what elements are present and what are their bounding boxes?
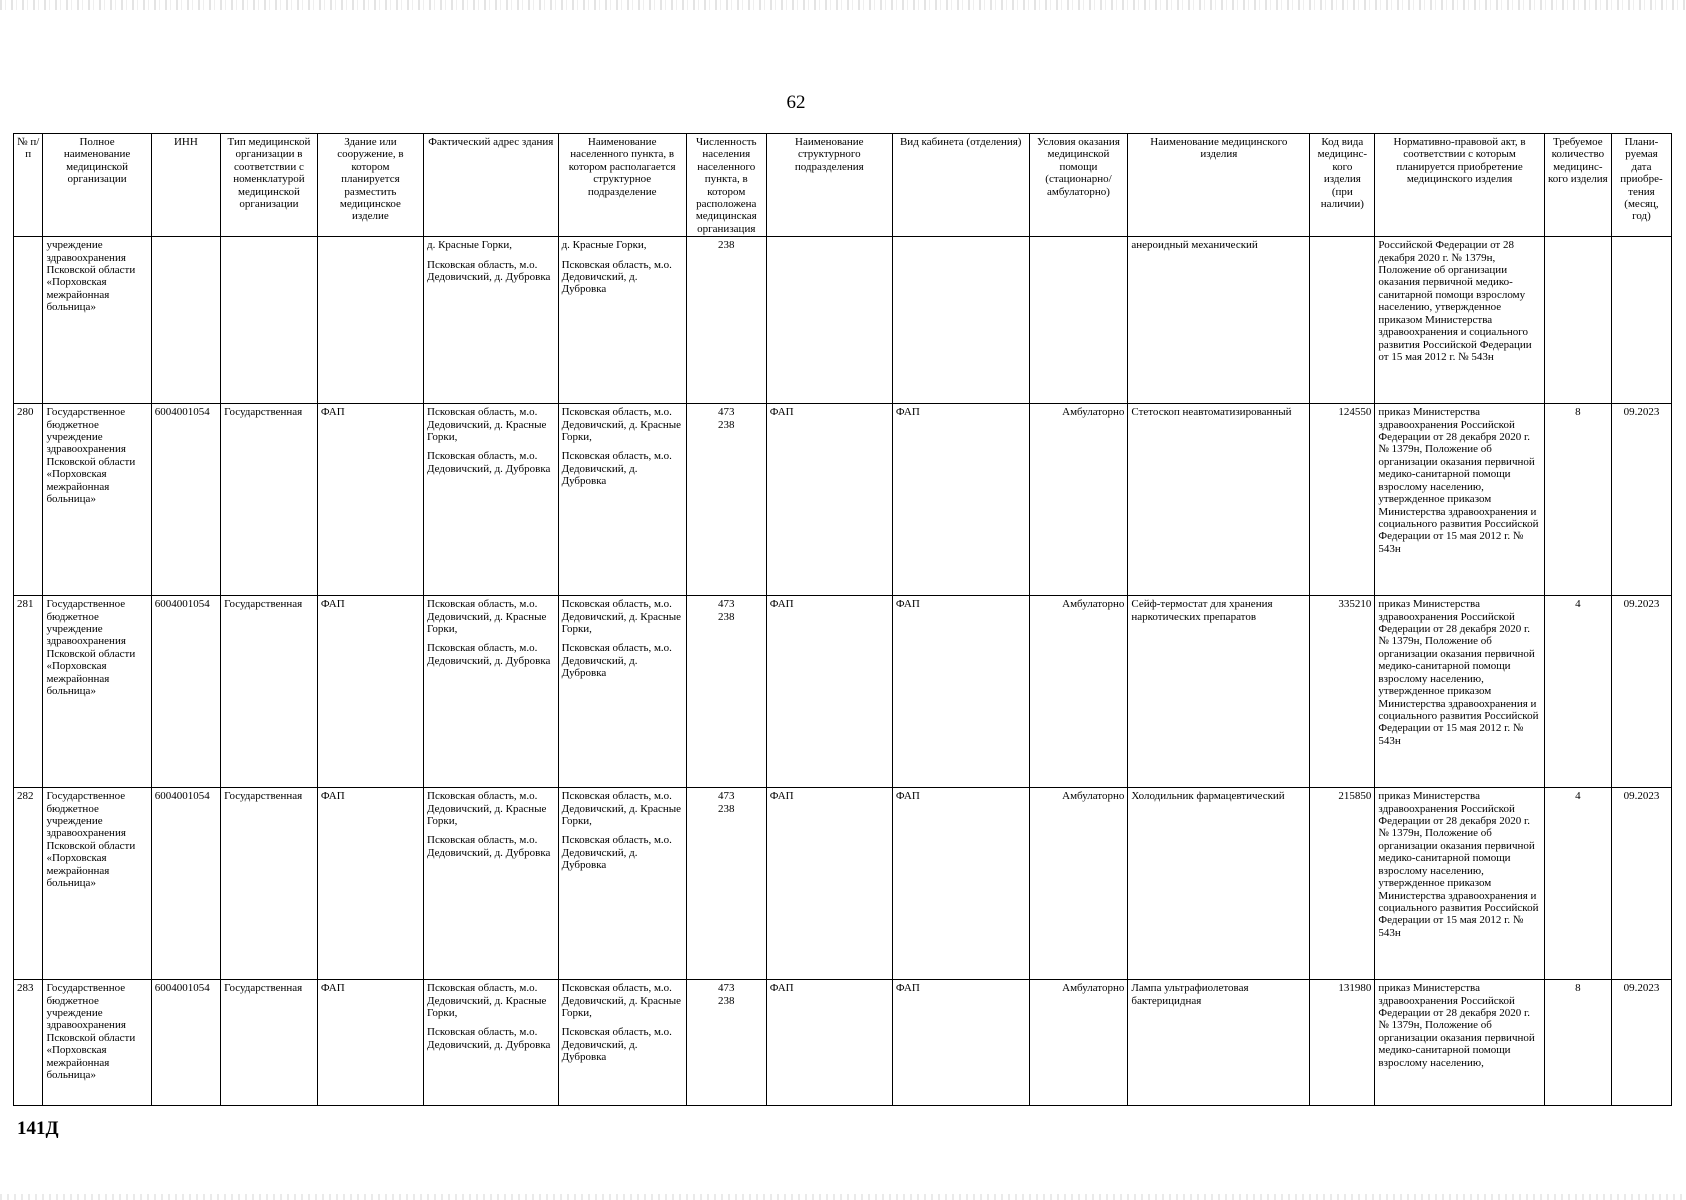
cell-cabinet: ФАП [892, 596, 1029, 788]
cell-device: Холодильник фармацевтический [1128, 788, 1310, 980]
address-a: Псковская область, м.о. Дедовичский, д. Красные Горки, [427, 598, 547, 636]
table-header-row [14, 134, 1672, 237]
cell-qty: 4 [1544, 596, 1611, 788]
cell-qty: 8 [1544, 980, 1611, 1106]
cell-device: Лампа ультрафиолетовая бактерицидная [1128, 980, 1310, 1106]
population-b: 238 [718, 994, 735, 1007]
population-b: 238 [718, 610, 735, 623]
cell-unit: ФАП [766, 788, 892, 980]
header-cell: Требуемое количество медицинс-кого изделия [1544, 134, 1611, 237]
cell-type [221, 237, 318, 404]
header-cell: Код вида медицинс-кого изделия (при наличии) [1310, 134, 1375, 237]
table-row [14, 788, 1672, 980]
cell-num: 283 [14, 980, 43, 1106]
header-cell: Численность населения населенного пункта, в котором расположена медицинская организация [686, 134, 766, 237]
cell-building: ФАП [317, 980, 423, 1106]
cell-cabinet: ФАП [892, 404, 1029, 596]
header-cell: Наименование населенного пункта, в котором располагается структурное подразделение [558, 134, 686, 237]
cell-date: 09.2023 [1611, 596, 1671, 788]
cell-num: 280 [14, 404, 43, 596]
cell-population [686, 237, 766, 404]
address-a: Псковская область, м.о. Дедовичский, д. Красные Горки, [427, 406, 547, 444]
address-b: Псковская область, м.о. Дедовичский, д. Дубровка [427, 258, 551, 284]
settlement-a: Псковская область, м.о. Дедовичский, д. Красные Горки, [561, 982, 682, 1020]
cell-org: учреждение здравоохранения Псковской области «Порховская межрайонная больница» [43, 237, 151, 404]
settlement-b: Псковская область, м.о. Дедовичский, д. Дубровка [561, 1026, 672, 1064]
cell-conditions: Амбулаторно [1029, 788, 1128, 980]
cell-settlement [558, 404, 686, 596]
settlement-b: Псковская область, м.о. Дедовичский, д. Дубровка [561, 642, 672, 680]
header-cell: Наименование структурного подразделения [766, 134, 892, 237]
cell-code: 124550 [1310, 404, 1375, 596]
cell-settlement [558, 788, 686, 980]
header-cell: Здание или сооружение, в котором планируется разместить медицинское изделие [317, 134, 423, 237]
cell-unit: ФАП [766, 596, 892, 788]
cell-conditions [1029, 237, 1128, 404]
cell-inn: 6004001054 [151, 596, 220, 788]
cell-population [686, 980, 766, 1106]
cell-building [317, 237, 423, 404]
cell-num [14, 237, 43, 404]
cell-building: ФАП [317, 596, 423, 788]
cell-type: Государственная [221, 980, 318, 1106]
cell-cabinet: ФАП [892, 788, 1029, 980]
cell-device: Стетоскоп неавтоматизированный [1128, 404, 1310, 596]
address-a: д. Красные Горки, [427, 239, 512, 252]
table-row [14, 980, 1672, 1106]
document-code: 141Д [17, 1118, 59, 1139]
cell-code: 215850 [1310, 788, 1375, 980]
address-b: Псковская область, м.о. Дедовичский, д. Дубровка [427, 642, 551, 667]
cell-num: 282 [14, 788, 43, 980]
cell-date: 09.2023 [1611, 788, 1671, 980]
cell-conditions: Амбулаторно [1029, 404, 1128, 596]
cell-act: приказ Министерства здравоохранения Российской Федерации от 28 декабря 2020 г. № 1379н, Положение об организации оказания первичной медико-санитарной помощи взрослому населению, [1375, 980, 1544, 1106]
cell-inn: 6004001054 [151, 980, 220, 1106]
cell-unit: ФАП [766, 980, 892, 1106]
cell-unit: ФАП [766, 404, 892, 596]
scan-noise-top [0, 0, 1686, 10]
equipment-registry-table [13, 133, 1672, 1106]
table-row [14, 404, 1672, 596]
cell-date: 09.2023 [1611, 404, 1671, 596]
cell-inn [151, 237, 220, 404]
cell-org: Государственное бюджетное учреждение здравоохранения Псковской области «Порховская межрайонная больница» [43, 788, 151, 980]
table-row-continuation [14, 237, 1672, 404]
header-cell: № п/п [14, 134, 43, 237]
settlement-a: д. Красные Горки, [561, 239, 647, 252]
population-a: 473 [718, 790, 735, 803]
population-b: 238 [718, 239, 735, 252]
address-b: Псковская область, м.о. Дедовичский, д. Дубровка [427, 834, 551, 859]
cell-code: 335210 [1310, 596, 1375, 788]
cell-date: 09.2023 [1611, 980, 1671, 1106]
settlement-b: Псковская область, м.о. Дедовичский, д. Дубровка [561, 450, 672, 488]
cell-population [686, 788, 766, 980]
cell-unit [766, 237, 892, 404]
cell-settlement [558, 596, 686, 788]
address-a: Псковская область, м.о. Дедовичский, д. Красные Горки, [427, 982, 547, 1020]
address-a: Псковская область, м.о. Дедовичский, д. Красные Горки, [427, 790, 547, 828]
population-a: 473 [718, 598, 735, 611]
population-a: 473 [718, 982, 735, 995]
header-cell: Вид кабинета (отделения) [892, 134, 1029, 237]
settlement-a: Псковская область, м.о. Дедовичский, д. Красные Горки, [561, 598, 682, 636]
cell-conditions: Амбулаторно [1029, 980, 1128, 1106]
cell-type: Государственная [221, 596, 318, 788]
cell-act: приказ Министерства здравоохранения Российской Федерации от 28 декабря 2020 г. № 1379н, Положение об организации оказания первичной медико-санитарной помощи взрослому населению, утвержденное приказом Министерства здравоохранения и социального развития Российской Федерации от 15 мая 2012 г. № 543н [1375, 596, 1544, 788]
cell-population [686, 596, 766, 788]
cell-date [1611, 237, 1671, 404]
header-cell: Фактический адрес здания [424, 134, 559, 237]
page-number: 62 [786, 92, 806, 113]
address-b: Псковская область, м.о. Дедовичский, д. Дубровка [427, 1026, 551, 1051]
cell-qty [1544, 237, 1611, 404]
header-cell: Нормативно-правовой акт, в соответствии с которым планируется приобретение медицинского изделия [1375, 134, 1544, 237]
cell-address [424, 404, 559, 596]
cell-cabinet [892, 237, 1029, 404]
population-b: 238 [718, 802, 735, 815]
table-row [14, 596, 1672, 788]
cell-act: приказ Министерства здравоохранения Российской Федерации от 28 декабря 2020 г. № 1379н, Положение об организации оказания первичной медико-санитарной помощи взрослому населению, утвержденное приказом Министерства здравоохранения и социального развития Российской Федерации от 15 мая 2012 г. № 543н [1375, 404, 1544, 596]
settlement-b: Псковская область, м.о. Дедовичский, д. Дубровка [561, 834, 672, 872]
cell-building: ФАП [317, 404, 423, 596]
cell-settlement [558, 980, 686, 1106]
cell-building: ФАП [317, 788, 423, 980]
cell-population [686, 404, 766, 596]
cell-num: 281 [14, 596, 43, 788]
cell-cabinet: ФАП [892, 980, 1029, 1106]
cell-type: Государственная [221, 788, 318, 980]
header-cell: Условия оказания медицинской помощи (стационарно/амбулаторно) [1029, 134, 1128, 237]
cell-act: Российской Федерации от 28 декабря 2020 г. № 1379н, Положение об организации оказания первичной медико-санитарной помощи взрослому населению, утвержденное приказом Министерства здравоохранения и социального развития Российской Федерации от 15 мая 2012 г. № 543н [1375, 237, 1544, 404]
cell-inn: 6004001054 [151, 404, 220, 596]
cell-address [424, 788, 559, 980]
address-b: Псковская область, м.о. Дедовичский, д. Дубровка [427, 450, 551, 475]
cell-org: Государственное бюджетное учреждение здравоохранения Псковской области «Порховская межрайонная больница» [43, 404, 151, 596]
cell-address [424, 596, 559, 788]
settlement-a: Псковская область, м.о. Дедовичский, д. Красные Горки, [561, 790, 682, 828]
cell-code [1310, 237, 1375, 404]
cell-qty: 4 [1544, 788, 1611, 980]
cell-inn: 6004001054 [151, 788, 220, 980]
cell-qty: 8 [1544, 404, 1611, 596]
population-a: 473 [718, 406, 735, 419]
cell-address [424, 237, 559, 404]
population-b: 238 [718, 418, 735, 431]
header-cell: Наименование медицинского изделия [1128, 134, 1310, 237]
cell-settlement [558, 237, 686, 404]
cell-conditions: Амбулаторно [1029, 596, 1128, 788]
cell-device: анероидный механический [1128, 237, 1310, 404]
header-cell: Полное наименование медицинской организации [43, 134, 151, 237]
header-cell: Плани-руемая дата приобре-тения (месяц, год) [1611, 134, 1671, 237]
settlement-b: Псковская область, м.о. Дедовичский, д. Дубровка [561, 258, 672, 296]
cell-org: Государственное бюджетное учреждение здравоохранения Псковской области «Порховская межрайонная больница» [43, 596, 151, 788]
cell-act: приказ Министерства здравоохранения Российской Федерации от 28 декабря 2020 г. № 1379н, Положение об организации оказания первичной медико-санитарной помощи взрослому населению, утвержденное приказом Министерства здравоохранения и социального развития Российской Федерации от 15 мая 2012 г. № 543н [1375, 788, 1544, 980]
cell-device: Сейф-термостат для хранения наркотических препаратов [1128, 596, 1310, 788]
header-cell: Тип медицинской организации в соответствии с номенклатурой медицинской организации [221, 134, 318, 237]
scan-noise-bottom [0, 1194, 1686, 1200]
settlement-a: Псковская область, м.о. Дедовичский, д. Красные Горки, [561, 406, 682, 444]
cell-org: Государственное бюджетное учреждение здравоохранения Псковской области «Порховская межрайонная больница» [43, 980, 151, 1106]
cell-type: Государственная [221, 404, 318, 596]
header-cell: ИНН [151, 134, 220, 237]
cell-address [424, 980, 559, 1106]
cell-code: 131980 [1310, 980, 1375, 1106]
